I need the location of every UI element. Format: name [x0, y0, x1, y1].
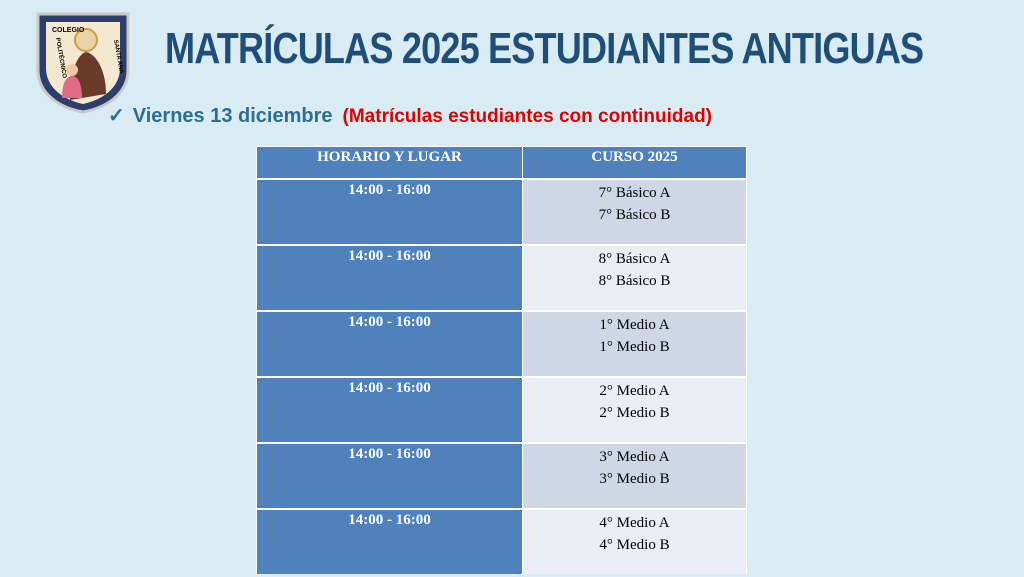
course-name: 2° Medio B: [599, 405, 670, 421]
header-course: CURSO 2025: [523, 147, 747, 180]
course-name: 7° Básico A: [598, 185, 671, 201]
course-name: 8° Básico A: [598, 251, 671, 267]
time-cell: 14:00 - 16:00: [257, 377, 523, 443]
date-text: Viernes 13 diciembre: [132, 105, 333, 127]
logo-text-left: COLEGIO: [52, 27, 85, 34]
logo-text-left2: POLITÉCNICO: [54, 37, 68, 79]
continuity-note: (Matrículas estudiantes con continuidad): [342, 106, 713, 127]
time-cell: 14:00 - 16:00: [257, 311, 523, 377]
page-title: MATRÍCULAS 2025 ESTUDIANTES ANTIGUAS: [165, 24, 924, 73]
table-row: [257, 311, 747, 377]
course-cell: [523, 377, 747, 443]
table-row: [257, 509, 747, 574]
header-schedule-place: HORARIO Y LUGAR: [257, 147, 523, 180]
course-cell: [523, 311, 747, 377]
time-cell: 14:00 - 16:00: [257, 245, 523, 311]
schedule-table: [256, 146, 747, 574]
course-name: 1° Medio A: [599, 317, 670, 333]
course-name: 2° Medio A: [599, 383, 670, 399]
course-cell: [523, 245, 747, 311]
course-name: 1° Medio B: [599, 339, 670, 355]
check-icon: ✓: [108, 105, 125, 127]
time-cell: 14:00 - 16:00: [257, 179, 523, 245]
course-name: 8° Básico B: [598, 273, 671, 289]
course-name: 7° Básico B: [598, 207, 671, 223]
time-cell: 14:00 - 16:00: [257, 443, 523, 509]
table-header-row: [257, 147, 747, 180]
time-cell: 14:00 - 16:00: [257, 509, 523, 574]
table-row: [257, 443, 747, 509]
date-line: [108, 103, 712, 128]
course-name: 4° Medio B: [599, 537, 670, 553]
course-cell: [523, 443, 747, 509]
course-name: 3° Medio B: [599, 471, 670, 487]
table-row: [257, 377, 747, 443]
table-row: [257, 245, 747, 311]
course-name: 3° Medio A: [599, 449, 670, 465]
table-row: [257, 179, 747, 245]
school-crest-logo: [34, 10, 132, 114]
course-cell: [523, 509, 747, 574]
logo-text-right: SANTA ANA: [112, 39, 124, 75]
course-name: 4° Medio A: [599, 515, 670, 531]
course-cell: [523, 179, 747, 245]
